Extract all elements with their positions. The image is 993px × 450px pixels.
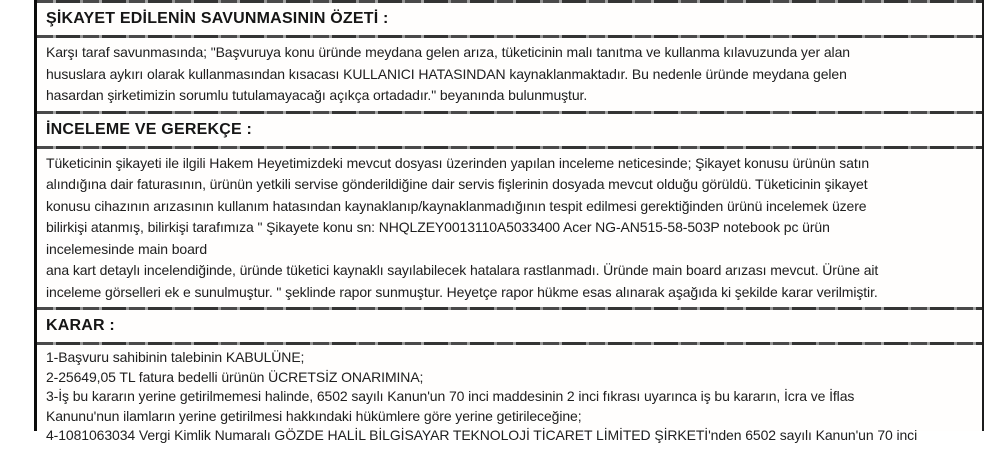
decision-list <box>37 345 982 450</box>
section-divider-line <box>37 111 982 114</box>
decision-header: KARAR : <box>46 317 115 334</box>
examination-paragraph <box>37 149 982 308</box>
text-line: alındığına dair faturasının, ürünün yetkili servise gönderildiğine dair servis fişlerinin dosyada mevcut olduğu görüldü. Tüketicinin şikayet <box>46 176 868 192</box>
section-divider-line <box>37 146 982 149</box>
section-divider-line <box>37 35 982 38</box>
section-divider-line <box>37 307 982 310</box>
text-line: bilirkişi atanmış, bilirkişi tarafımıza " Şikayete konu sn: NHQLZEY0013110A5033400 Acer NG-AN515-58-503P notebook pc ürün <box>46 219 830 235</box>
document-table-frame <box>34 0 984 443</box>
text-line: 1-Başvuru sahibinin talebinin KABULÜNE; <box>46 349 305 365</box>
text-line: inceleme görselleri ek e sunulmuştur. " şeklinde rapor sunmuştur. Heyetçe rapor hükme esas alınarak aşağıda ki şekilde karar verilmiştir. <box>46 283 878 300</box>
section-divider-line <box>37 342 982 345</box>
text-line: 2-25649,05 TL fatura bedelli ürünün ÜCRETSİZ ONARIMINA; <box>46 368 424 385</box>
defense-summary-paragraph <box>37 38 982 111</box>
text-line: konusu cihazının arızasının kullanım hatasından kaynaklanıp/kaynaklanmadığının tespit edilmesi gerektiğinden ürünü incelemek üzere <box>46 197 867 214</box>
text-line: hasardan şirketimizin sorumlu tutulamayacağı açıkça ortadadır." beyanında bulunmuştur. <box>46 87 588 103</box>
section-divider-line <box>37 0 982 3</box>
text-line: incelemesinde main board <box>46 240 208 257</box>
complaint-defense-summary-header: ŞİKAYET EDİLENİN SAVUNMASININ ÖZETİ : <box>46 10 389 27</box>
text-line: hususlara aykırı olarak kullanmasından kısacası KULLANICI HATASINDAN kaynaklanmaktadır. Bu nedenle üründe meydana gelen <box>46 65 847 82</box>
text-line: 4-1081063034 Vergi Kimlik Numaralı GÖZDE HALİL BİLGİSAYAR TEKNOLOJİ TİCARET LİMİTED ŞİRKETİ'nden 6502 sayılı Kanun'un 70 inci <box>46 427 918 443</box>
text-line: Karşı taraf savunmasında; "Başvuruya konu üründe meydana gelen arıza, tüketicinin malı tanıtma ve kullanma kılavuzunda yer alan <box>46 44 850 60</box>
text-line: Kanunu'nun ilamların yerine getirilmesi hakkındaki hükümlere göre yerine getirileceğine; <box>46 407 582 424</box>
text-line: 3-İş bu kararın yerine getirilmemesi halinde, 6502 sayılı Kanun'un 70 inci maddesinin 2 inci fıkrası uyarınca iş bu kararın, İcra ve İflas <box>46 388 855 404</box>
examination-and-rationale-header: İNCELEME VE GEREKÇE : <box>46 120 253 138</box>
text-line: Tüketicinin şikayeti ile ilgili Hakem Heyetimizdeki mevcut dosyası üzerinden yapılan inceleme neticesinde; Şikayet konusu ürünün satın <box>46 154 870 171</box>
text-line: ana kart detaylı incelendiğinde, üründe tüketici kaynaklı sayılabilecek hatalara rastlanmadı. Üründe main board arızası mevcut. Ürüne ait <box>46 262 879 278</box>
